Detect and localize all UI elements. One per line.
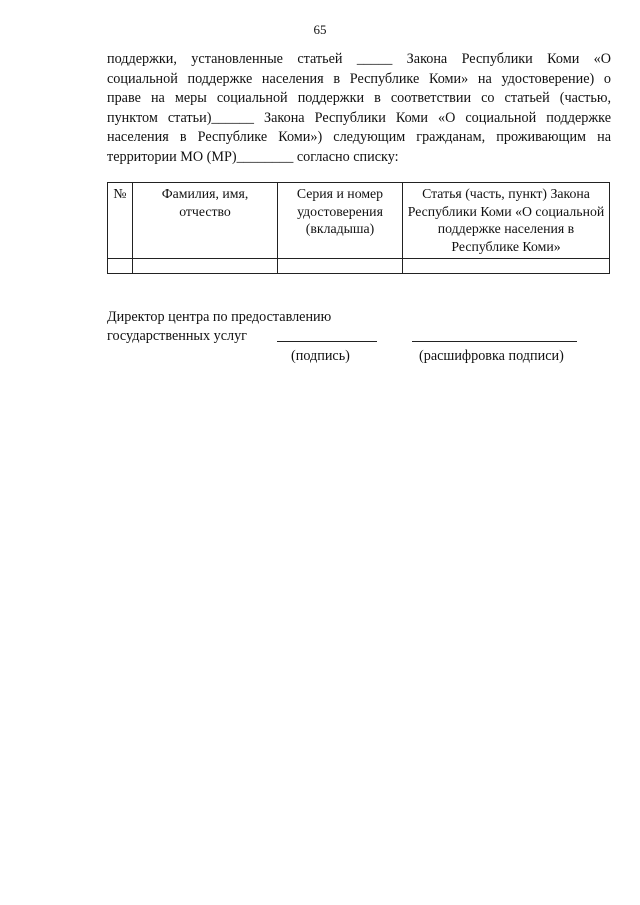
paragraph-line: поддержки, установленные статьей _____ Закона Республики Коми «О xyxy=(107,51,611,67)
table-cell xyxy=(108,259,133,274)
table-cell xyxy=(278,259,403,274)
header-certificate: Серия и номер удостоверения (вкладыша) xyxy=(278,183,403,259)
signature-caption: (подпись) xyxy=(291,348,350,364)
signature-row xyxy=(107,327,611,346)
citizens-list-table xyxy=(107,182,610,274)
header-full-name: Фамилия, имя, отчество xyxy=(133,183,278,259)
paragraph-line: пунктом статьи)______ Закона Республики Коми «О социальной поддержке xyxy=(107,109,611,126)
signature-block xyxy=(107,308,611,366)
signatory-title-line-1: Директор центра по предоставлению xyxy=(107,309,332,325)
table-cell xyxy=(133,259,278,274)
paragraph-line: праве на меры социальной поддержки в соответствии со статьей (частью, xyxy=(107,90,611,106)
table-cell xyxy=(403,259,610,274)
page-number: 65 xyxy=(313,22,327,37)
paragraph-line: территории МО (МР)________ согласно списку: xyxy=(107,148,399,165)
paragraph-line: населения в Республике Коми») следующим гражданам, проживающим на xyxy=(107,129,611,145)
table-row xyxy=(108,259,610,274)
signature-decoding-caption: (расшифровка подписи) xyxy=(419,348,564,364)
body-paragraph xyxy=(107,50,611,167)
signatory-title-line-2: государственных услуг xyxy=(107,328,247,344)
header-number: № xyxy=(108,183,133,259)
paragraph-line: социальной поддержке населения в Республике Коми» на удостоверение) о xyxy=(107,70,611,87)
signature-captions xyxy=(107,346,611,366)
table-header-row xyxy=(108,183,610,259)
signature-line xyxy=(277,341,377,342)
signature-decoding-line xyxy=(412,341,577,342)
header-article: Статья (часть, пункт) Закона Республики Коми «О социальной поддержке населения в Республике Коми» xyxy=(403,183,610,259)
